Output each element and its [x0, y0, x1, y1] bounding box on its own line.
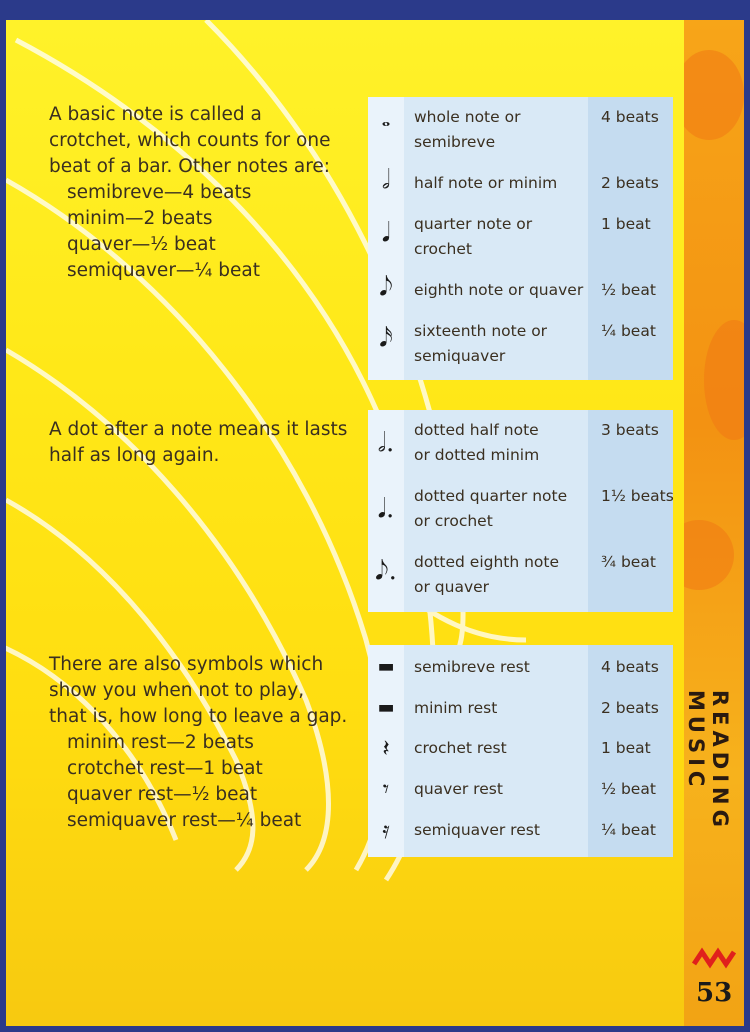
- intro-line: A basic note is called a: [49, 104, 262, 125]
- note-name: or crochet: [414, 512, 493, 530]
- crotchet-rest-icon: 𝄽: [382, 734, 390, 762]
- rest-name: quaver rest: [414, 780, 503, 798]
- note-name: sixteenth note or: [414, 322, 548, 340]
- notes-table: [368, 97, 673, 380]
- rest-beats: 1 beat: [601, 739, 651, 757]
- rest-name: minim rest: [414, 699, 498, 717]
- intro-item: semiquaver—¼ beat: [67, 260, 260, 281]
- rest-beats: ½ beat: [601, 780, 656, 798]
- dotted-minim-icon: 𝅗𝅥.: [377, 428, 395, 458]
- rests-intro-item: crotchet rest—1 beat: [67, 758, 263, 779]
- intro-item: semibreve—4 beats: [67, 182, 252, 203]
- dotted-notes-table: [368, 410, 673, 612]
- rests-intro-item: minim rest—2 beats: [67, 732, 254, 753]
- intro-item: minim—2 beats: [67, 208, 213, 229]
- minim-icon: 𝅗𝅥: [381, 165, 391, 195]
- note-name: dotted quarter note: [414, 487, 568, 505]
- note-beats: ½ beat: [601, 281, 656, 299]
- note-beats: 3 beats: [601, 421, 659, 439]
- note-beats: 1½ beats: [601, 487, 674, 505]
- rests-intro-line: There are also symbols which: [49, 654, 324, 675]
- semiquaver-icon: 𝅘𝅥𝅯: [379, 323, 393, 353]
- dotted-intro-line: half as long again.: [49, 445, 220, 466]
- note-name: or dotted minim: [414, 446, 540, 464]
- dotted-intro-text: [49, 417, 347, 469]
- note-name: quarter note or: [414, 215, 533, 233]
- intro-text: [49, 102, 330, 284]
- rests-intro-item: semiquaver rest—¼ beat: [67, 810, 302, 831]
- note-name: dotted half note: [414, 421, 539, 439]
- rests-table: [368, 645, 673, 857]
- dotted-intro-line: A dot after a note means it lasts: [49, 419, 348, 440]
- note-name: semiquaver: [414, 347, 506, 365]
- crotchet-icon: 𝅘𝅥: [381, 218, 391, 248]
- note-name: semibreve: [414, 133, 496, 151]
- note-beats: ¼ beat: [601, 322, 656, 340]
- rest-name: crochet rest: [414, 739, 507, 757]
- rest-beats: 2 beats: [601, 699, 659, 717]
- note-name: crochet: [414, 240, 472, 258]
- note-name: half note or minim: [414, 174, 558, 192]
- note-beats: ¾ beat: [601, 553, 656, 571]
- semibreve-icon: 𝅝: [381, 107, 391, 132]
- semibreve-rest-icon: ▬: [377, 656, 395, 677]
- rests-intro-line: that is, how long to leave a gap.: [49, 706, 348, 727]
- note-name: or quaver: [414, 578, 490, 596]
- minim-rest-icon: ▬: [377, 697, 395, 718]
- rest-beats: ¼ beat: [601, 821, 656, 839]
- quaver-icon: 𝅘𝅥𝅮: [379, 272, 393, 302]
- rests-intro-line: show you when not to play,: [49, 680, 305, 701]
- dotted-crotchet-icon: 𝅘𝅥.: [377, 494, 395, 524]
- section-title: READING MUSIC: [684, 690, 732, 832]
- rest-beats: 4 beats: [601, 658, 659, 676]
- rest-name: semiquaver rest: [414, 821, 540, 839]
- rest-name: semibreve rest: [414, 658, 530, 676]
- page-number: 53: [696, 978, 733, 1008]
- semiquaver-rest-icon: 𝄿: [382, 816, 390, 844]
- intro-item: quaver—½ beat: [67, 234, 216, 255]
- intro-line: beat of a bar. Other notes are:: [49, 156, 331, 177]
- note-beats: 1 beat: [601, 215, 651, 233]
- dotted-quaver-icon: 𝅘𝅥𝅮.: [375, 556, 397, 586]
- note-beats: 4 beats: [601, 108, 659, 126]
- intro-line: crotchet, which counts for one: [49, 130, 331, 151]
- note-beats: 2 beats: [601, 174, 659, 192]
- zigzag-icon: [692, 944, 738, 970]
- note-name: eighth note or quaver: [414, 281, 584, 299]
- note-name: whole note or: [414, 108, 521, 126]
- rests-intro-text: [49, 652, 347, 834]
- note-name: dotted eighth note: [414, 553, 560, 571]
- quaver-rest-icon: 𝄾: [382, 775, 390, 803]
- rests-intro-item: quaver rest—½ beat: [67, 784, 258, 805]
